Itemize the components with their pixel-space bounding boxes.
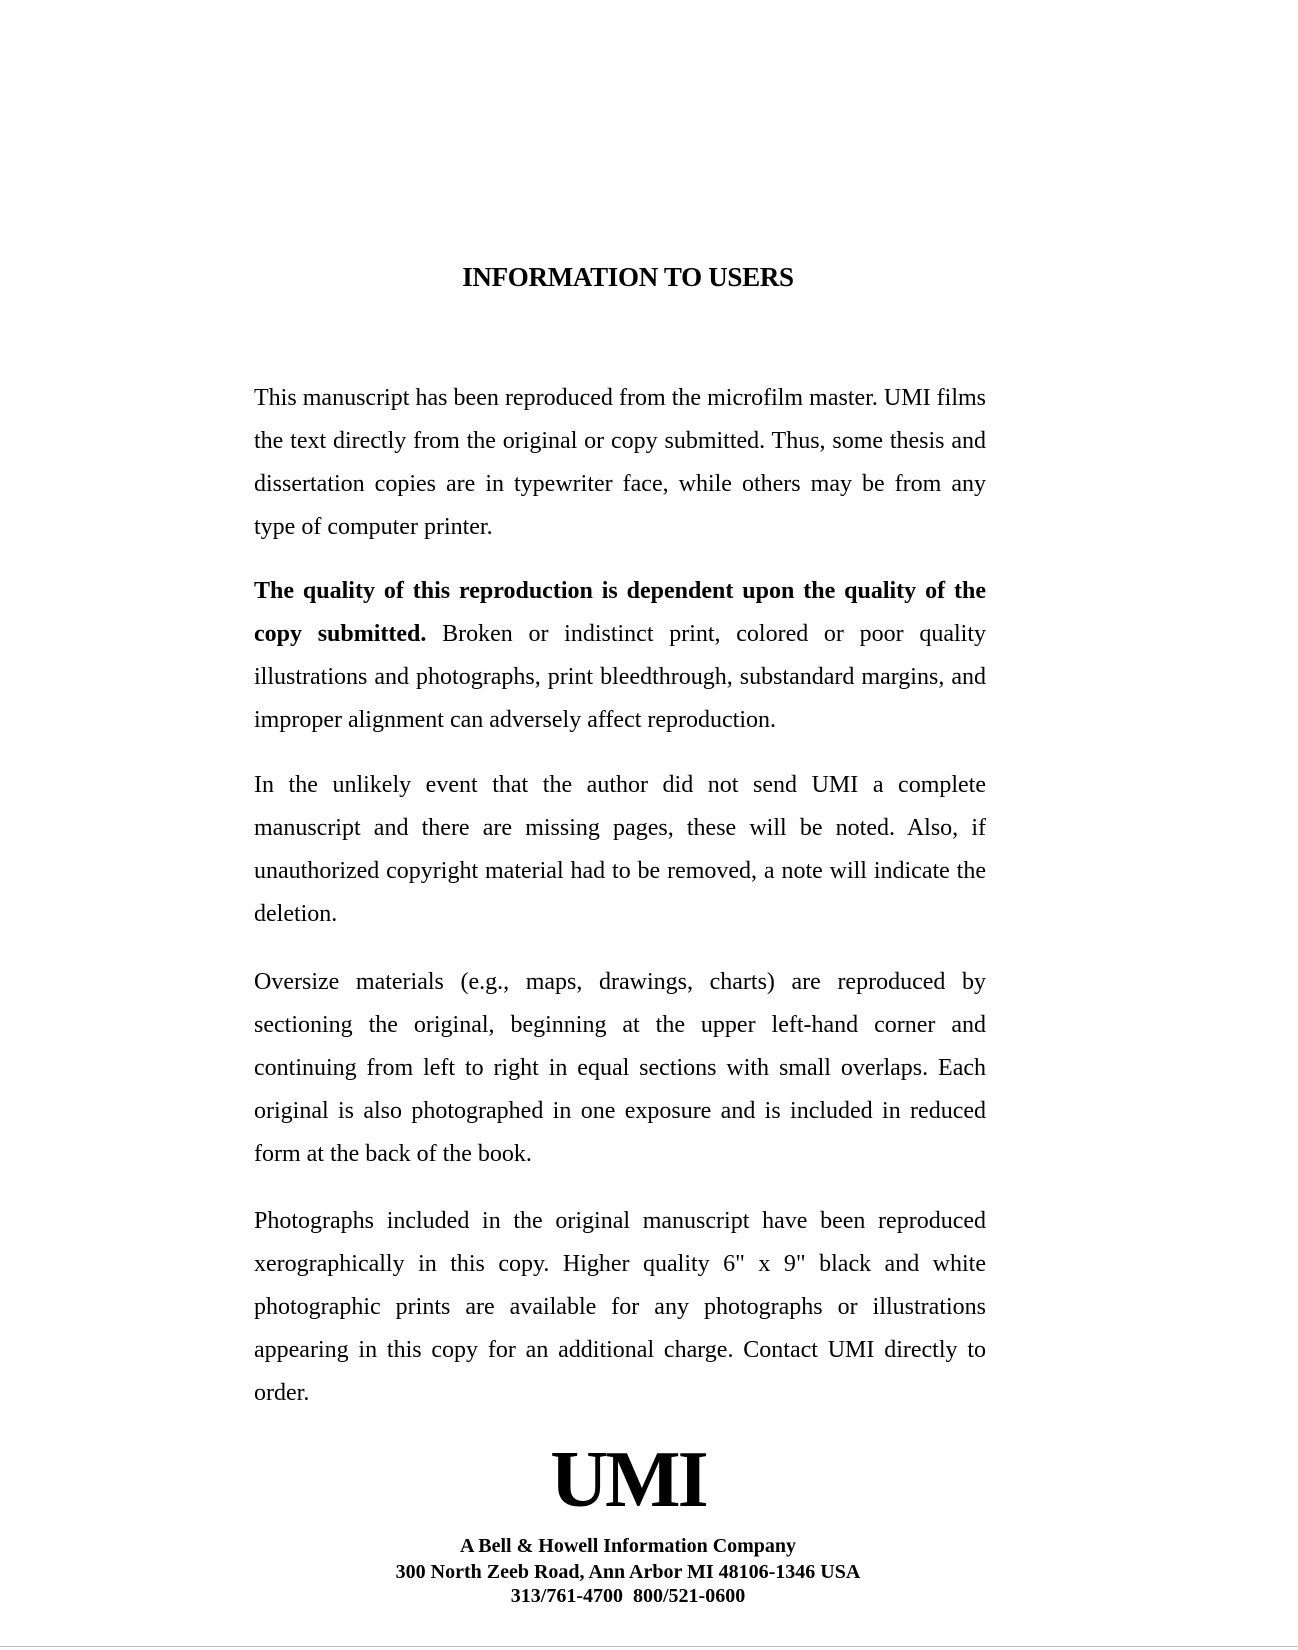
quality-bold-text: The quality of this reproduction is dependent upon the quality of the copy submitted. (254, 578, 986, 647)
paragraph-reproduction-notice: This manuscript has been reproduced from the microfilm master. UMI films the text directly from the original or copy submitted. Thus, some thesis and dissertation copies are in typewriter face, while others may be from any type of computer printer. (254, 385, 986, 540)
paragraph-oversize-materials: Oversize materials (e.g., maps, drawings, charts) are reproduced by sectioning the original, beginning at the upper left-hand corner and continuing from left to right in equal sections with small overlaps. Each original is also photographed in one exposure and is included in reduced form at the back of the book. (254, 969, 986, 1167)
paragraph-missing-pages: In the unlikely event that the author did not send UMI a complete manuscript and there are missing pages, these will be noted. Also, if unauthorized copyright material had to be removed, a note will indicate the deletion. (254, 772, 986, 927)
paragraph-quality-notice (254, 570, 986, 742)
paragraph-photographs: Photographs included in the original manuscript have been reproduced xerographically in this copy. Higher quality 6" x 9" black and white photographic prints are available for any photographs or illustrations appearing in this copy for an additional charge. Contact UMI directly to order. (254, 1208, 986, 1406)
quality-detail-text: Broken or indistinct print, colored or poor quality illustrations and photographs, print bleedthrough, substandard margins, and improper alignment can adversely affect reproduction. (254, 621, 986, 733)
company-address: 300 North Zeeb Road, Ann Arbor MI 48106-1346 USA (395, 1561, 861, 1583)
scan-edge-rule (0, 1646, 1298, 1647)
company-phones: 313/761-4700 800/521-0600 (510, 1585, 746, 1607)
umi-logo: UMI (550, 1436, 706, 1524)
company-name: A Bell & Howell Information Company (459, 1535, 797, 1557)
page-title: INFORMATION TO USERS (462, 262, 794, 292)
